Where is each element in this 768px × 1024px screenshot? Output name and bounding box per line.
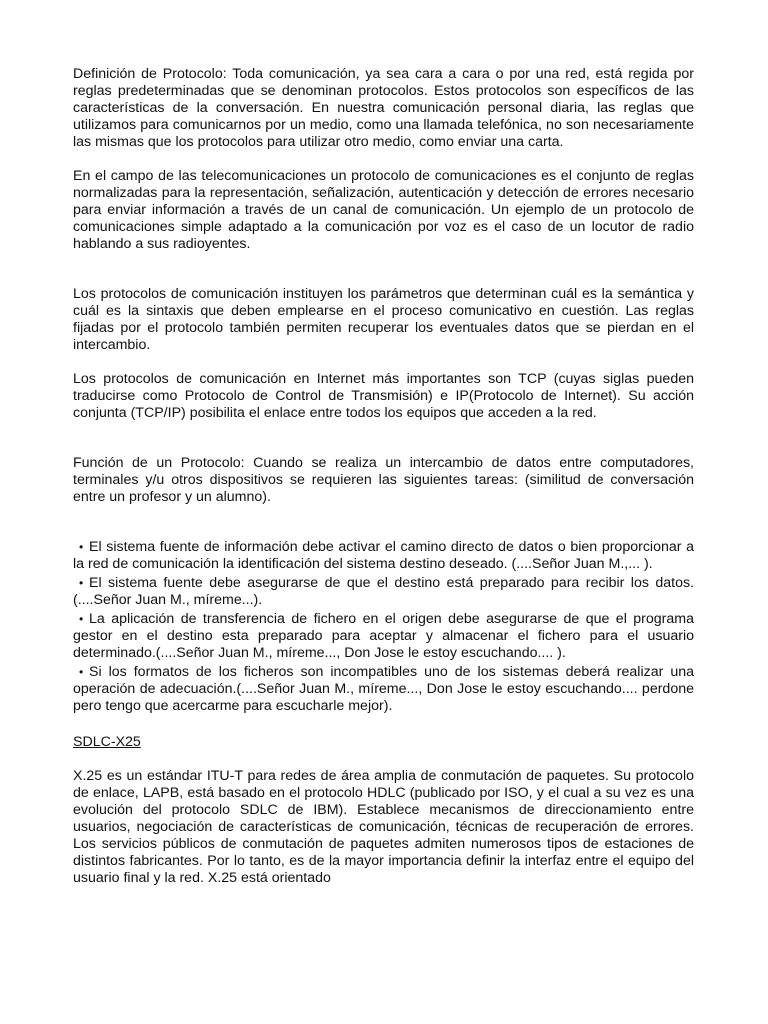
paragraph-funcion: Función de un Protocolo: Cuando se realiza un intercambio de datos entre computadores, terminales y/u otros dispositivos se requieren las siguientes tareas: (similitud de conversación entre un profesor y un alumno). [73, 455, 694, 505]
paragraph-telecomunicaciones: En el campo de las telecomunicaciones un protocolo de comunicaciones es el conjunto de reglas normalizadas para la representación, señalización, autenticación y detección de errores necesario para enviar información a través de un canal de comunicación. Un ejemplo de un protocolo de comunicaciones simple adaptado a la comunicación por voz es el caso de un locutor de radio hablando a sus radioyentes. [73, 168, 694, 252]
list-item [73, 611, 694, 662]
bullet-list [73, 539, 694, 715]
bullet-icon: • [79, 576, 84, 590]
spacer [73, 422, 694, 455]
paragraph-definicion: Definición de Protocolo: Toda comunicación, ya sea cara a cara o por una red, está regida por reglas predeterminadas que se denominan protocolos. Estos protocolos son específicos de las características de la conversación. En nuestra comunicación personal diaria, las reglas que utilizamos para comunicarnos por un medio, como una llamada telefónica, no son necesariamente las mismas que los protocolos para utilizar otro medio, como enviar una carta. [73, 66, 694, 150]
spacer [73, 751, 694, 768]
list-item-text: El sistema fuente de información debe activar el camino directo de datos o bien proporcionar a la red de comunicación la identificación del sistema destino deseado. (....Señor Juan M.,... ). [73, 539, 694, 572]
section-heading: SDLC-X25 [73, 734, 141, 750]
list-item-text: Si los formatos de los ficheros son incompatibles uno de los sistemas deberá realizar una operación de adecuación.(....Señor Juan M., míreme..., Don Jose le estoy escuchando.... perdone pero tengo que acercarme para escucharle mejor). [73, 664, 694, 714]
paragraph-internet: Los protocolos de comunicación en Internet más importantes son TCP (cuyas siglas pueden traducirse como Protocolo de Control de Transmisión) e IP(Protocolo de Internet). Su acción conjunta (TCP/IP) posibilita el enlace entre todos los equipos que acceden a la red. [73, 371, 694, 421]
paragraph-parametros: Los protocolos de comunicación instituyen los parámetros que determinan cuál es la semántica y cuál es la sintaxis que deben emplearse en el proceso comunicativo en cuestión. Las reglas fijadas por el protocolo también permiten recuperar los eventuales datos que se pierdan en el intercambio. [73, 286, 694, 353]
spacer [73, 506, 694, 539]
list-item [73, 575, 694, 609]
document-page [73, 66, 694, 887]
bullet-icon: • [79, 612, 84, 626]
spacer [73, 717, 694, 734]
spacer [73, 354, 694, 371]
bullet-icon: • [79, 665, 84, 679]
paragraph-x25: X.25 es un estándar ITU-T para redes de área amplia de conmutación de paquetes. Su protocolo de enlace, LAPB, está basado en el protocolo HDLC (publicado por ISO, y el cual a su vez es una evolución del protocolo SDLC de IBM). Establece mecanismos de direccionamiento entre usuarios, negociación de características de comunicación, técnicas de recuperación de errores. Los servicios públicos de conmutación de paquetes admiten numerosos tipos de estaciones de distintos fabricantes. Por lo tanto, es de la mayor importancia definir la interfaz entre el equipo del usuario final y la red. X.25 está orientado [73, 768, 694, 886]
spacer [73, 151, 694, 168]
spacer [73, 253, 694, 286]
list-item-text: La aplicación de transferencia de fichero en el origen debe asegurarse de que el programa gestor en el destino esta preparado para aceptar y almacenar el fichero para el usuario determinado.(....Señor Juan M., míreme..., Don Jose le estoy escuchando.... ). [73, 611, 694, 661]
list-item-text: El sistema fuente debe asegurarse de que el destino está preparado para recibir los datos.(....Señor Juan M., míreme...). [73, 575, 694, 608]
bullet-icon: • [79, 540, 84, 554]
list-item [73, 664, 694, 715]
list-item [73, 539, 694, 573]
